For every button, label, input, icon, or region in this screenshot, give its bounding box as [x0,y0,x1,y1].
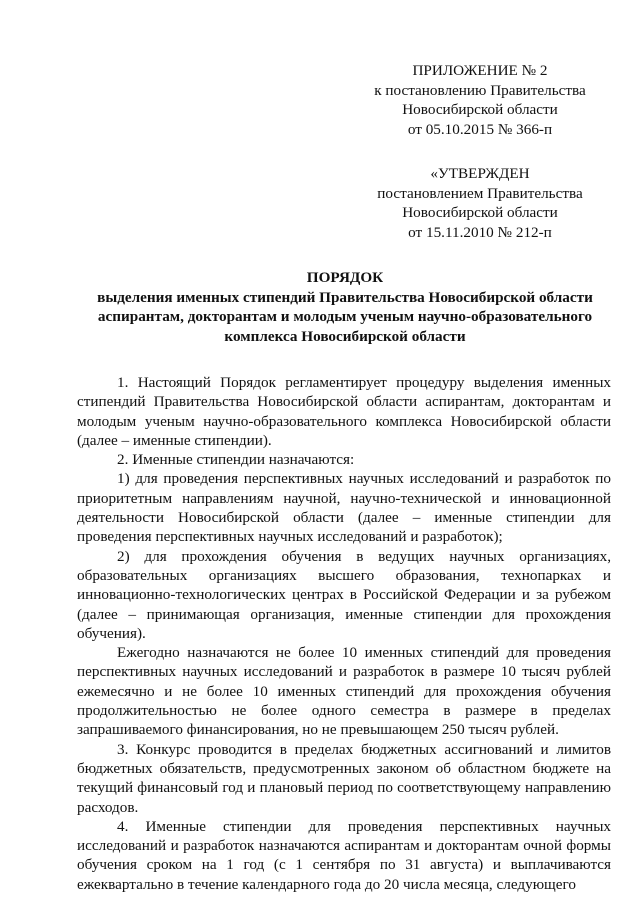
paragraph-4: 2) для прохождения обучения в ведущих научных организациях, образовательных организациях высшего образования, технопарках и инновационно-технологических центрах в Российской Федерации и за рубежом (далее – принимающая организация, именные стипендии для прохождения обучения). [77,547,611,642]
paragraph-1: 1. Настоящий Порядок регламентирует процедуру выделения именных стипендий Правительства Новосибирской области аспирантам, докторантам и молодым ученым научно-образовательного комплекса Новосибирской области (далее – именные стипендии). [77,374,611,449]
title-line-2: аспирантам, докторантам и молодым ученым научно-образовательного [97,308,593,325]
approval-block [360,164,600,242]
paragraph-3: 1) для проведения перспективных научных исследований и разработок по приоритетным направлениям научной, научно-технической и инновационной деятельности Новосибирской области (далее – именные стипендии для проведения перспективных научных исследований и разработок); [77,470,611,546]
document-body [77,373,611,894]
annex-date-line: от 05.10.2015 № 366-п [407,120,553,138]
approval-heading: «УТВЕРЖДЕН [430,165,530,182]
title-line-3: комплекса Новосибирской области [224,327,466,345]
paragraph-2: 2. Именные стипендии назначаются: [117,451,355,469]
title-line-1: выделения именных стипендий Правительства Новосибирской области [97,288,593,306]
title-heading: ПОРЯДОК [306,269,384,286]
approval-region-line: Новосибирской области [402,204,558,221]
approval-date-line: от 15.11.2010 № 212-п [408,223,552,241]
document-title [60,268,630,346]
annex-region-line: Новосибирской области [402,101,558,118]
approval-reference-line: постановлением Правительства [377,184,583,202]
annex-reference-line: к постановлению Правительства [374,81,586,99]
annex-number: ПРИЛОЖЕНИЕ № 2 [412,62,548,79]
annex-block [360,61,600,139]
paragraph-7: 4. Именные стипендии для проведения перспективных научных исследований и разработок назначаются аспирантам и докторантам очной формы обучения сроком на 1 год (с 1 сентября по 31 августа) и выплачиваются ежеквартально в течение календарного года до 20 числа месяца, следующего [77,817,611,893]
paragraph-6: 3. Конкурс проводится в пределах бюджетных ассигнований и лимитов бюджетных обязательств, предусмотренных законом об областном бюджете на текущий финансовый год и плановый период по соответствующему направлению расходов. [77,740,611,816]
paragraph-5: Ежегодно назначаются не более 10 именных стипендий для проведения перспективных научных исследований и разработок в размере 10 тысяч рублей ежемесячно и не более 10 именных стипендий для прохождения обучения продолжительностью не более одного семестра в размере в пределах запрашиваемого финансирования, но не превышающем 250 тысяч рублей. [77,644,611,739]
